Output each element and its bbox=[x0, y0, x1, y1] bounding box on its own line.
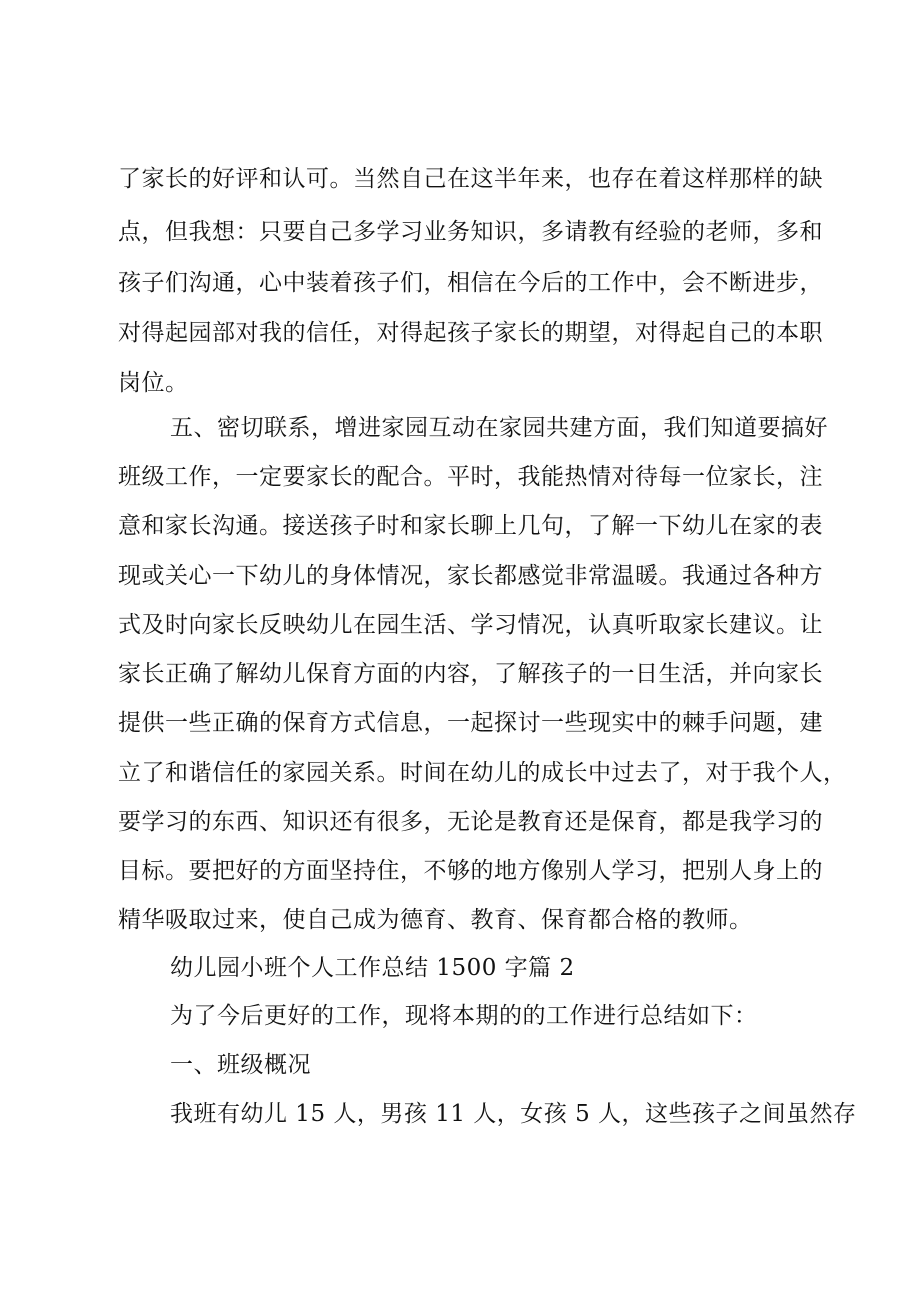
paragraph-line: 孩子们沟通，心中装着孩子们，相信在今后的工作中，会不断进步， bbox=[118, 270, 823, 296]
section-heading: 一、班级概况 bbox=[170, 1052, 311, 1078]
paragraph-line: 立了和谐信任的家园关系。时间在幼儿的成长中过去了，对于我个人， bbox=[118, 760, 847, 786]
paragraph-line: 班级工作，一定要家长的配合。平时，我能热情对待每一位家长，注 bbox=[118, 464, 823, 490]
paragraph-line: 式及时向家长反映幼儿在园生活、学习情况，认真听取家长建议。让 bbox=[118, 612, 823, 638]
paragraph-line: 目标。要把好的方面坚持住，不够的地方像别人学习，把别人身上的 bbox=[118, 858, 823, 884]
paragraph-line: 现或关心一下幼儿的身体情况，家长都感觉非常温暖。我通过各种方 bbox=[118, 563, 823, 589]
paragraph-line: 精华吸取过来，使自己成为德育、教育、保育都合格的教师。 bbox=[118, 907, 753, 933]
paragraph-line: 点，但我想：只要自己多学习业务知识，多请教有经验的老师，多和 bbox=[118, 219, 823, 245]
paragraph-line: 家长正确了解幼儿保育方面的内容，了解孩子的一日生活，并向家长 bbox=[118, 661, 823, 687]
paragraph-line: 提供一些正确的保育方式信息，一起探讨一些现实中的棘手问题，建 bbox=[118, 710, 823, 736]
paragraph-line: 对得起园部对我的信任，对得起孩子家长的期望，对得起自己的本职 bbox=[118, 320, 823, 346]
paragraph-line: 五、密切联系，增进家园互动在家园共建方面，我们知道要搞好 bbox=[170, 415, 828, 441]
paragraph-line: 我班有幼儿 15 人，男孩 11 人，女孩 5 人，这些孩子之间虽然存 bbox=[170, 1101, 857, 1127]
intro-line: 为了今后更好的工作，现将本期的的工作进行总结如下： bbox=[170, 1003, 758, 1029]
paragraph-line: 意和家长沟通。接送孩子时和家长聊上几句，了解一下幼儿在家的表 bbox=[118, 513, 823, 539]
section-title: 幼儿园小班个人工作总结 1500 字篇 2 bbox=[170, 955, 575, 981]
paragraph-line: 要学习的东西、知识还有很多，无论是教育还是保育，都是我学习的 bbox=[118, 809, 823, 835]
paragraph-line: 了家长的好评和认可。当然自己在这半年来，也存在着这样那样的缺 bbox=[118, 166, 823, 192]
paragraph-line: 岗位。 bbox=[118, 370, 189, 396]
